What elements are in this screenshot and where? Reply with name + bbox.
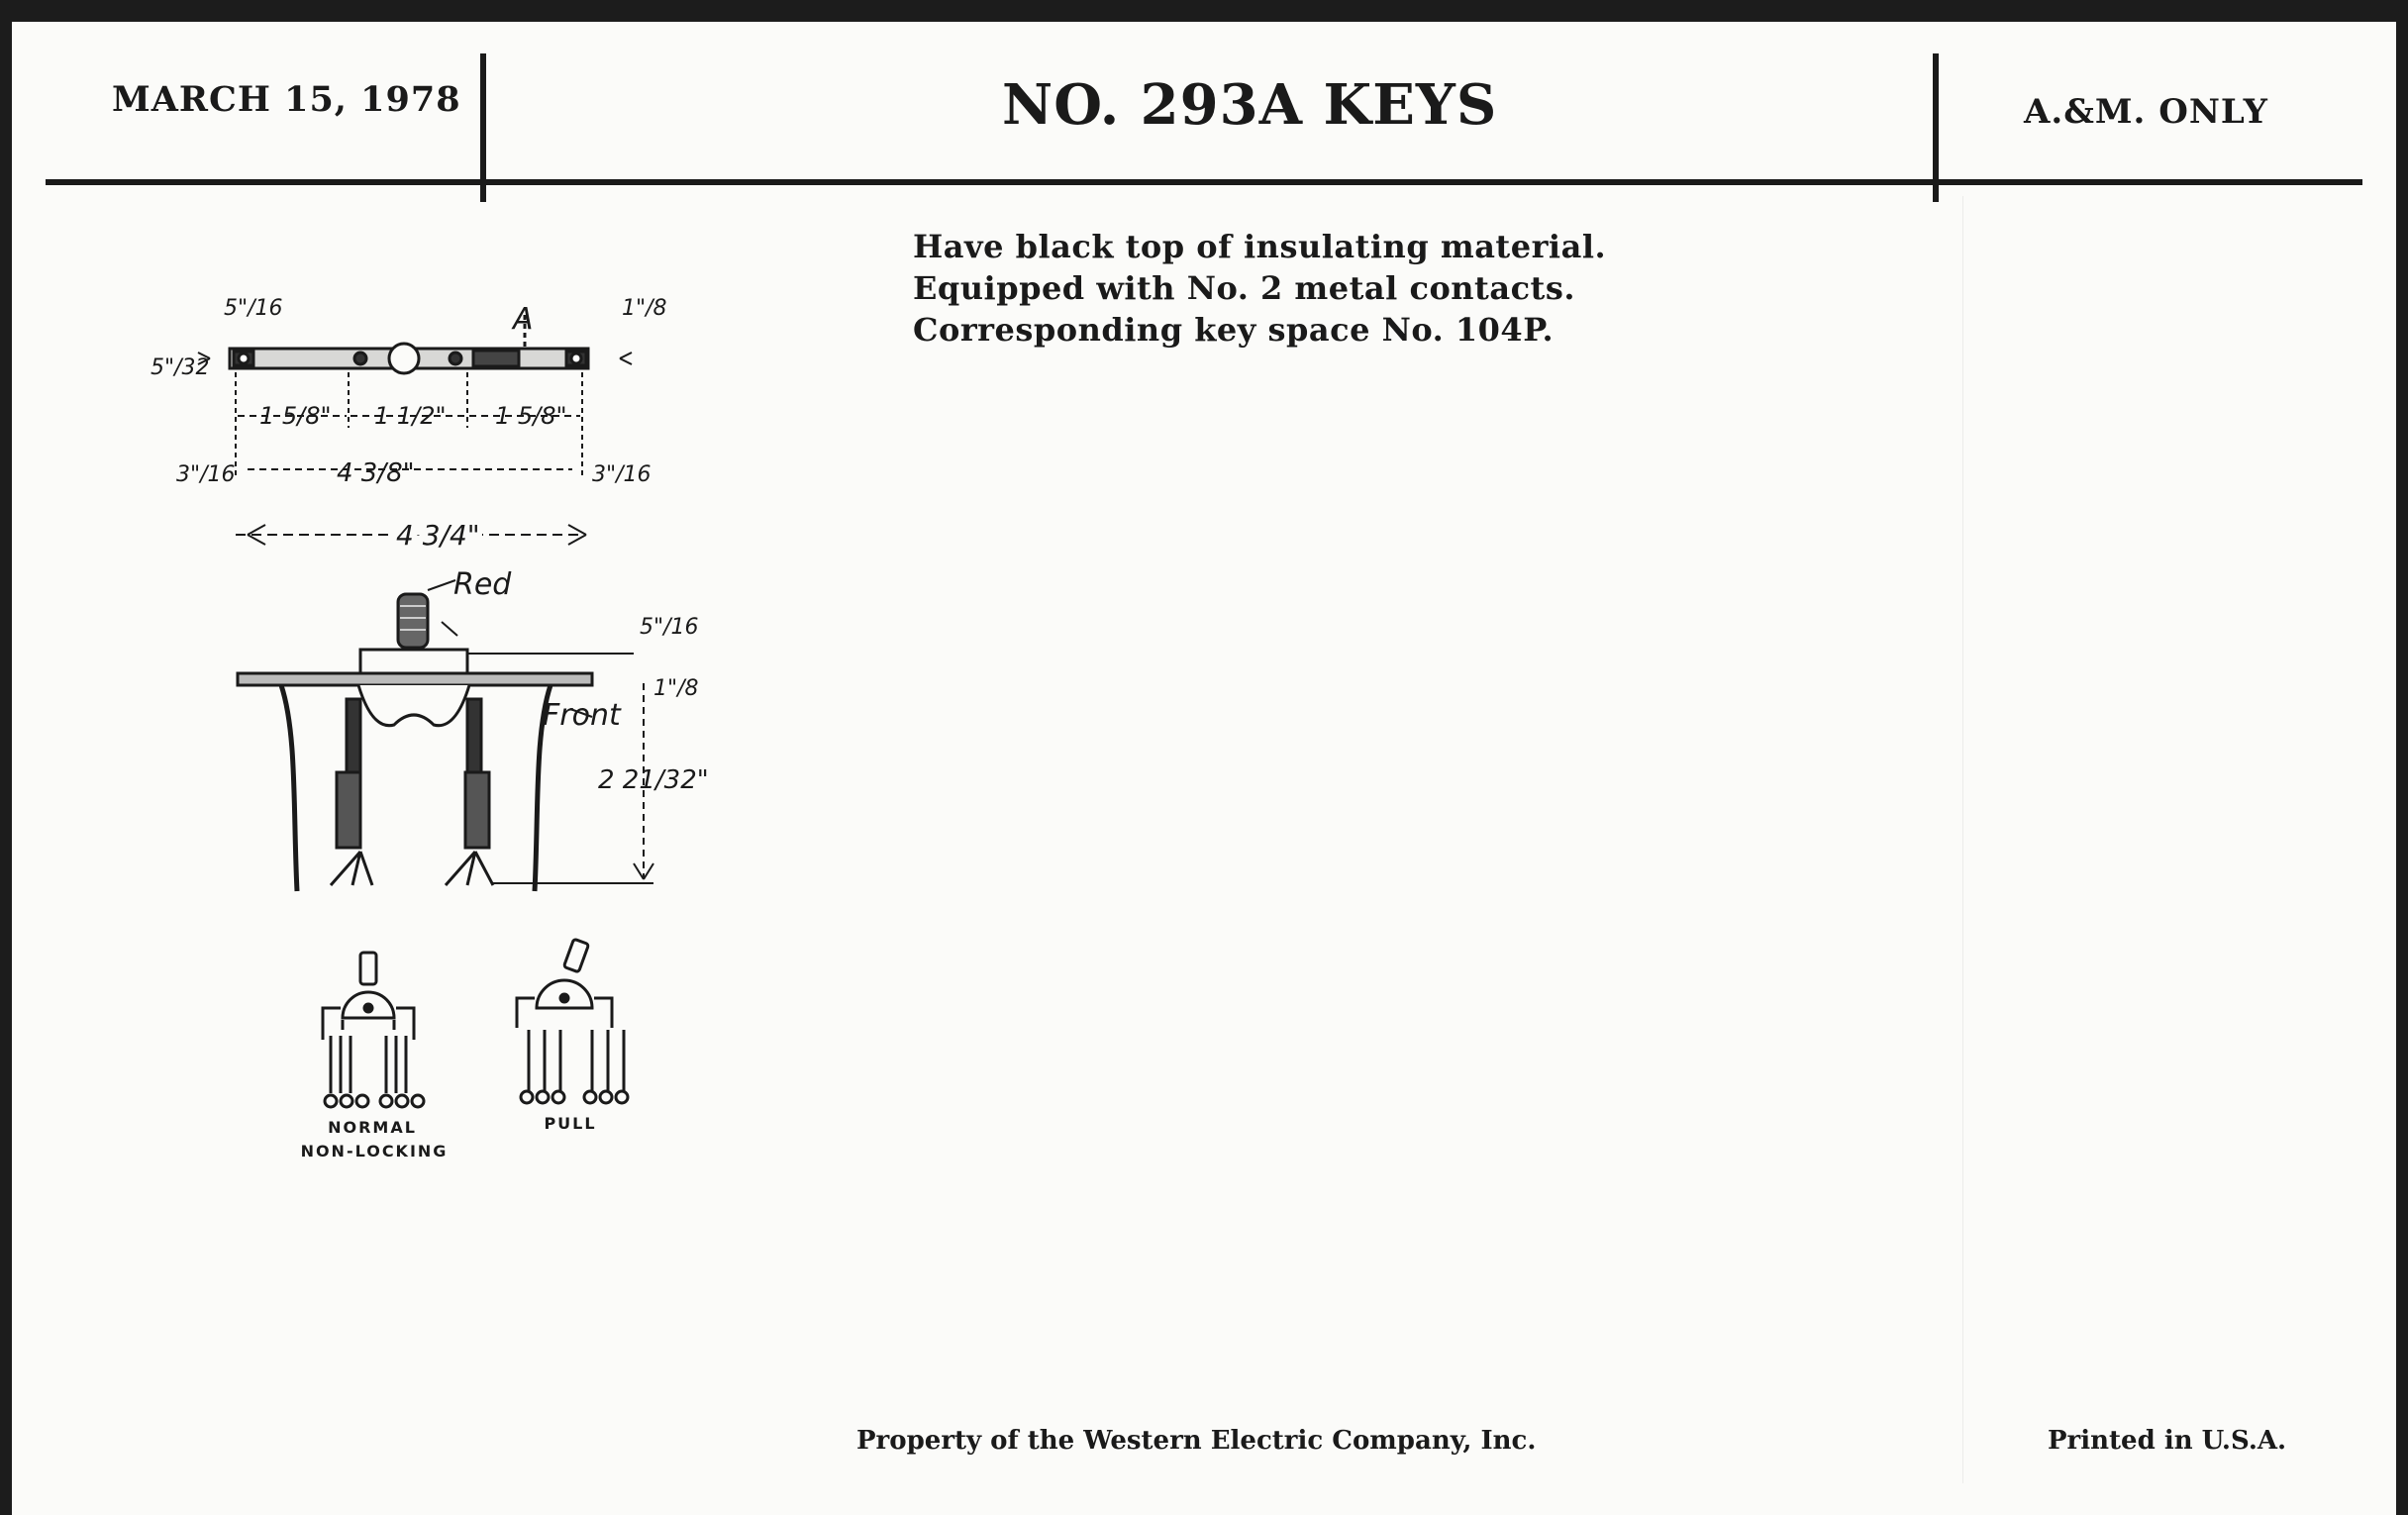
plan-view-labels	[150, 296, 667, 552]
label-front: Front	[543, 698, 621, 733]
description-line: Corresponding key space No. 104P.	[913, 311, 1555, 349]
scope-label: A.&M. ONLY	[2024, 92, 2268, 132]
dim-spacing-3: 1 5/8"	[495, 402, 567, 430]
description-line: Have black top of insulating material.	[913, 228, 1607, 265]
issue-date: MARCH 15, 1978	[112, 79, 461, 120]
footer-printed: Printed in U.S.A.	[2048, 1426, 2287, 1456]
side-view	[238, 580, 653, 891]
dim-overall-length: 4 3/4"	[396, 519, 480, 552]
plan-view	[198, 315, 632, 545]
dim-inner-length: 4 3/8"	[337, 458, 415, 488]
caption-pull: PULL	[544, 1114, 597, 1133]
dim-spacing-1: 1 5/8"	[259, 402, 332, 430]
footer-property: Property of the Western Electric Company, Inc.	[856, 1426, 1537, 1456]
dim-offset-top: 5"/16	[224, 296, 283, 321]
dim-spacing-2: 1 1/2"	[374, 402, 447, 430]
schematic-normal	[323, 953, 424, 1107]
dim-end-right: 3"/16	[592, 462, 652, 487]
dim-height-right: 1"/8	[622, 296, 667, 321]
label-red: Red	[453, 567, 512, 602]
dim-thickness-left: 5"/32	[150, 355, 210, 380]
dim-end-left: 3"/16	[176, 462, 236, 487]
page-title: NO. 293A KEYS	[1002, 72, 1498, 138]
dim-plate: 1"/8	[653, 676, 699, 701]
caption-normal: NORMAL	[328, 1118, 417, 1137]
schematic-pull	[517, 939, 628, 1103]
dim-depth: 2 21/32"	[598, 765, 709, 795]
dim-top: 5"/16	[640, 615, 699, 640]
description-line: Equipped with No. 2 metal contacts.	[913, 269, 1575, 307]
point-label-a: A	[513, 302, 534, 337]
caption-non-locking: NON-LOCKING	[300, 1142, 449, 1161]
